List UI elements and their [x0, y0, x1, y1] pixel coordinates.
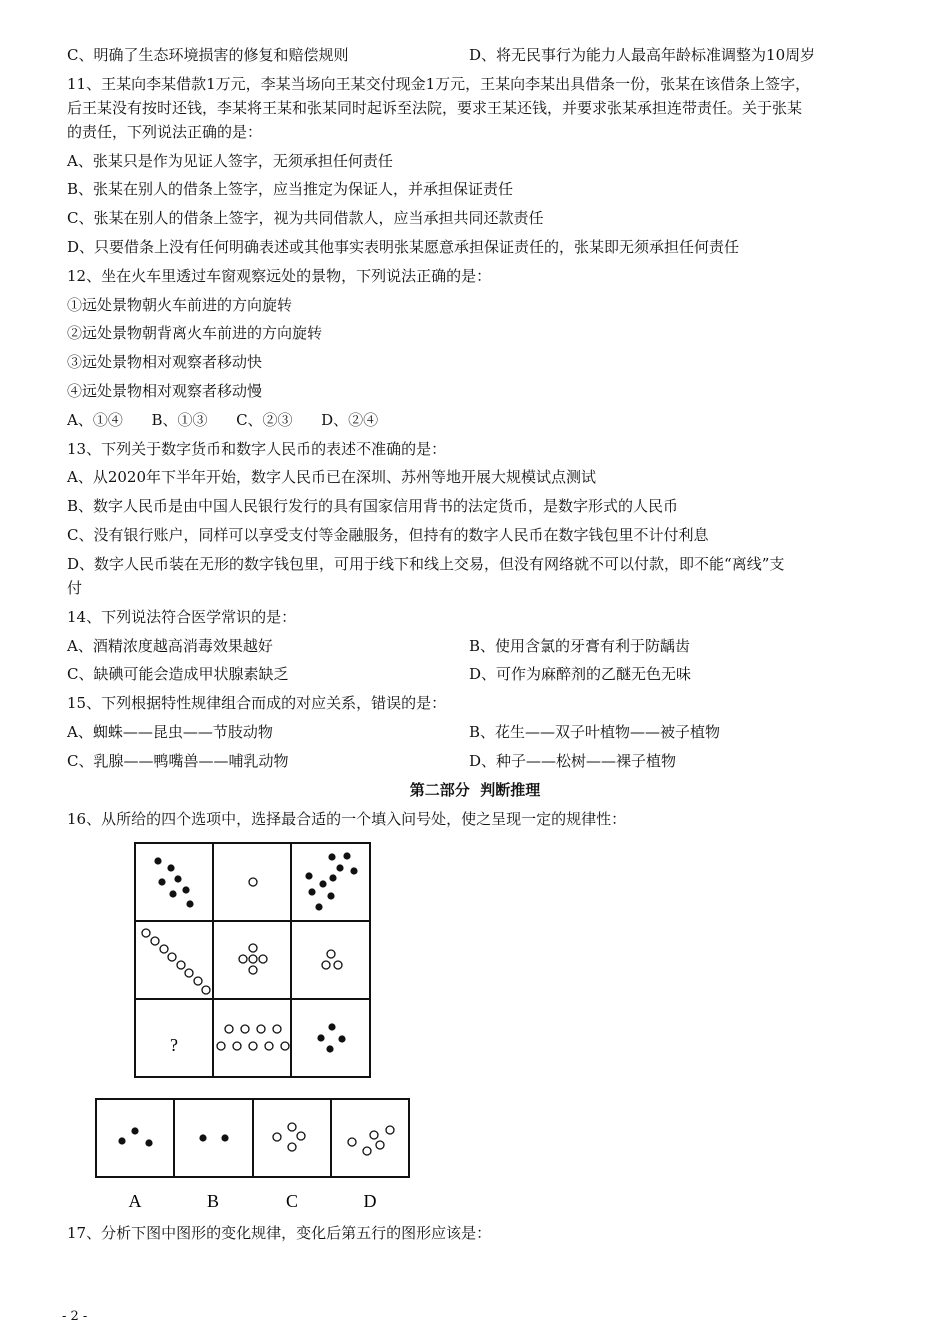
q13-option-a: A、从2020年下半年开始，数字人民币已在深圳、苏州等地开展大规模试点测试 [67, 468, 597, 486]
q15-option-d: D、种子——松树——裸子植物 [469, 752, 677, 770]
q11-option-c: C、张某在别人的借条上签字，视为共同借款人，应当承担共同还款责任 [67, 209, 544, 227]
q14-option-d: D、可作为麻醉剂的乙醚无色无味 [469, 665, 692, 683]
q14-option-c: C、缺碘可能会造成甲状腺素缺乏 [67, 665, 289, 683]
q17-stem: 17、分析下图中图形的变化规律，变化后第五行的图形应该是： [67, 1224, 492, 1242]
option-c-dots [273, 1123, 305, 1151]
q11-option-b: B、张某在别人的借条上签字，应当推定为保证人，并承担保证责任 [67, 180, 514, 198]
q12-statement-4: ④远处景物相对观察者移动慢 [67, 382, 263, 400]
option-d-dots [348, 1126, 394, 1155]
cell-r2c1-dots [142, 929, 210, 994]
cell-r1c3-dots [305, 852, 357, 910]
q15-option-b: B、花生——双子叶植物——被子植物 [469, 723, 721, 741]
section-heading: 第二部分 判断推理 [409, 781, 541, 799]
option-b-dots [199, 1134, 228, 1141]
q11-stem-line1: 11、王某向李某借款1万元，李某当场向王某交付现金1万元，王某向李某出具借条一份，张某在该借条上签字， [67, 75, 811, 93]
cell-r1c2-dots [249, 878, 257, 886]
page-number: - 2 - [62, 1309, 88, 1324]
q13-stem: 13、下列关于数字货币和数字人民币的表述不准确的是： [67, 440, 447, 458]
q13-option-c: C、没有银行账户，同样可以享受支付等金融服务，但持有的数字人民币在数字钱包里不计付利息 [67, 526, 709, 544]
q11-option-a: A、张某只是作为见证人签字，无须承担任何责任 [67, 152, 393, 170]
option-c-label: C [285, 1191, 299, 1211]
q12-stem: 12、坐在火车里透过车窗观察远处的景物，下列说法正确的是： [67, 267, 492, 285]
q11-stem-line3: 的责任，下列说法正确的是： [67, 123, 263, 141]
q10-option-d: D、将无民事行为能力人最高年龄标准调整为10周岁 [469, 46, 816, 64]
option-a-dots [118, 1127, 152, 1146]
q14-stem: 14、下列说法符合医学常识的是： [67, 608, 297, 626]
q13-option-d-line2: 付 [67, 579, 83, 597]
q14-option-b: B、使用含氯的牙膏有利于防龋齿 [469, 637, 691, 655]
q12-statement-2: ②远处景物朝背离火车前进的方向旋转 [67, 324, 323, 342]
cell-r2c2-dots [239, 944, 267, 974]
cell-r3c2-dots [217, 1025, 289, 1050]
cell-r2c3-dots [322, 950, 342, 969]
q12-statement-1: ①远处景物朝火车前进的方向旋转 [67, 296, 293, 314]
q16-stem: 16、从所给的四个选项中，选择最合适的一个填入问号处，使之呈现一定的规律性： [67, 810, 627, 828]
q14-option-a: A、酒精浓度越高消毒效果越好 [67, 637, 273, 655]
q15-option-a: A、蜘蛛——昆虫——节肢动物 [67, 723, 273, 741]
question-mark: ? [170, 1035, 178, 1055]
q15-option-c: C、乳腺——鸭嘴兽——哺乳动物 [67, 752, 289, 770]
q13-option-b: B、数字人民币是由中国人民银行发行的具有国家信用背书的法定货币，是数字形式的人民币 [67, 497, 679, 515]
q10-option-c: C、明确了生态环境损害的修复和赔偿规则 [67, 46, 349, 64]
option-d-label: D [363, 1191, 377, 1211]
cell-r1c1-dots [154, 857, 193, 907]
q12-options: A、①④ B、①③ C、②③ D、②④ [67, 411, 379, 429]
q13-option-d-line1: D、数字人民币装在无形的数字钱包里，可用于线下和线上交易，但没有网络就不可以付款，即不能“离线”支 [67, 555, 785, 573]
cell-r3c3-dots [317, 1023, 345, 1052]
option-b-label: B [206, 1191, 220, 1211]
option-a-label: A [128, 1191, 142, 1211]
q11-option-d: D、只要借条上没有任何明确表述或其他事实表明张某愿意承担保证责任的，张某即无须承担任何责任 [67, 238, 740, 256]
q11-stem-line2: 后王某没有按时还钱，李某将王某和张某同时起诉至法院，要求王某还钱，并要求张某承担连带责任。关于张某 [67, 99, 803, 117]
q12-statement-3: ③远处景物相对观察者移动快 [67, 353, 263, 371]
q15-stem: 15、下列根据特性规律组合而成的对应关系，错误的是： [67, 694, 447, 712]
answer-options-grid [96, 1099, 409, 1177]
